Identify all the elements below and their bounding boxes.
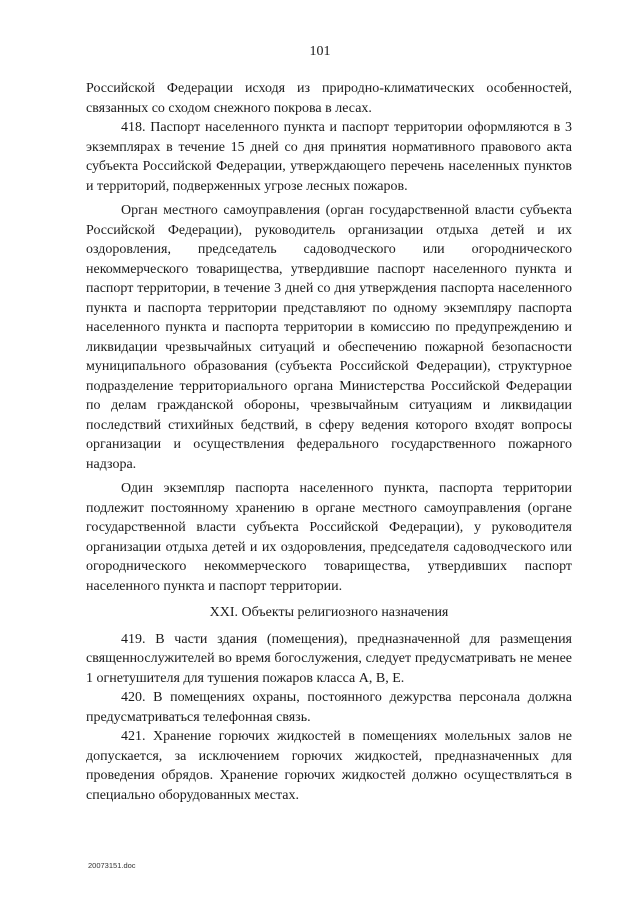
paragraph-418: 418. Паспорт населенного пункта и паспорт территории оформляются в 3 экземплярах в течение 15 дней со дня принятия нормативного правового акта субъекта Российской Федерации, утверждающего перечень населенных пунктов и территорий, подверженных угрозе лесных пожаров. xyxy=(86,120,572,194)
file-name-footer: 20073151.doc xyxy=(88,861,136,870)
paragraph-continuation: Российской Федерации исходя из природно-климатических особенностей, связанных со сходом снежного покрова в лесах. xyxy=(86,81,572,116)
document-body xyxy=(86,79,572,805)
paragraph-421: 421. Хранение горючих жидкостей в помещениях молельных залов не допускается, за исключением горючих жидкостей, предназначенных для проведения обрядов. Хранение горючих жидкостей должно осуществляться в специально оборудованных местах. xyxy=(86,729,572,803)
paragraph-storage: Один экземпляр паспорта населенного пункта, паспорта территории подлежит постоянному хранению в органе местного самоуправления (органе государственной власти субъекта Российской Федерации), у руководителя организации отдыха детей и их оздоровления, председателя садоводческого или огороднического некоммерческого товарищества, утвердивших паспорт населенного пункта и паспорт территории. xyxy=(86,481,572,594)
paragraph-submission: Орган местного самоуправления (орган государственной власти субъекта Российской Федерации), руководитель организации отдыха детей и их оздоровления, председатель садоводческого или огороднического некоммерческого товарищества, утвердившие паспорт населенного пункта и паспорт территории, в течение 3 дней со дня утверждения паспорта населенного пункта и паспорта территории представляют по одному экземпляру паспорта населенного пункта и паспорта территории в комиссию по предупреждению и ликвидации чрезвычайных ситуаций и обеспечению пожарной безопасности муниципального образования (субъекта Российской Федерации), структурное подразделение территориального органа Министерства Российской Федерации по делам гражданской обороны, чрезвычайным ситуациям и ликвидации последствий стихийных бедствий, в сферу ведения которого входят вопросы организации и осуществления федерального государственного пожарного надзора. xyxy=(86,203,572,472)
section-heading: XXI. Объекты религиозного назначения xyxy=(209,605,449,620)
paragraph-419: 419. В части здания (помещения), предназначенной для размещения священнослужителей во время богослужения, следует предусматривать не менее 1 огнетушителя для тушения пожаров класса А, В, Е. xyxy=(86,631,572,686)
page-number: 101 xyxy=(309,44,331,59)
paragraph-420: 420. В помещениях охраны, постоянного дежурства персонала должна предусматриваться телефонная связь. xyxy=(86,690,572,725)
